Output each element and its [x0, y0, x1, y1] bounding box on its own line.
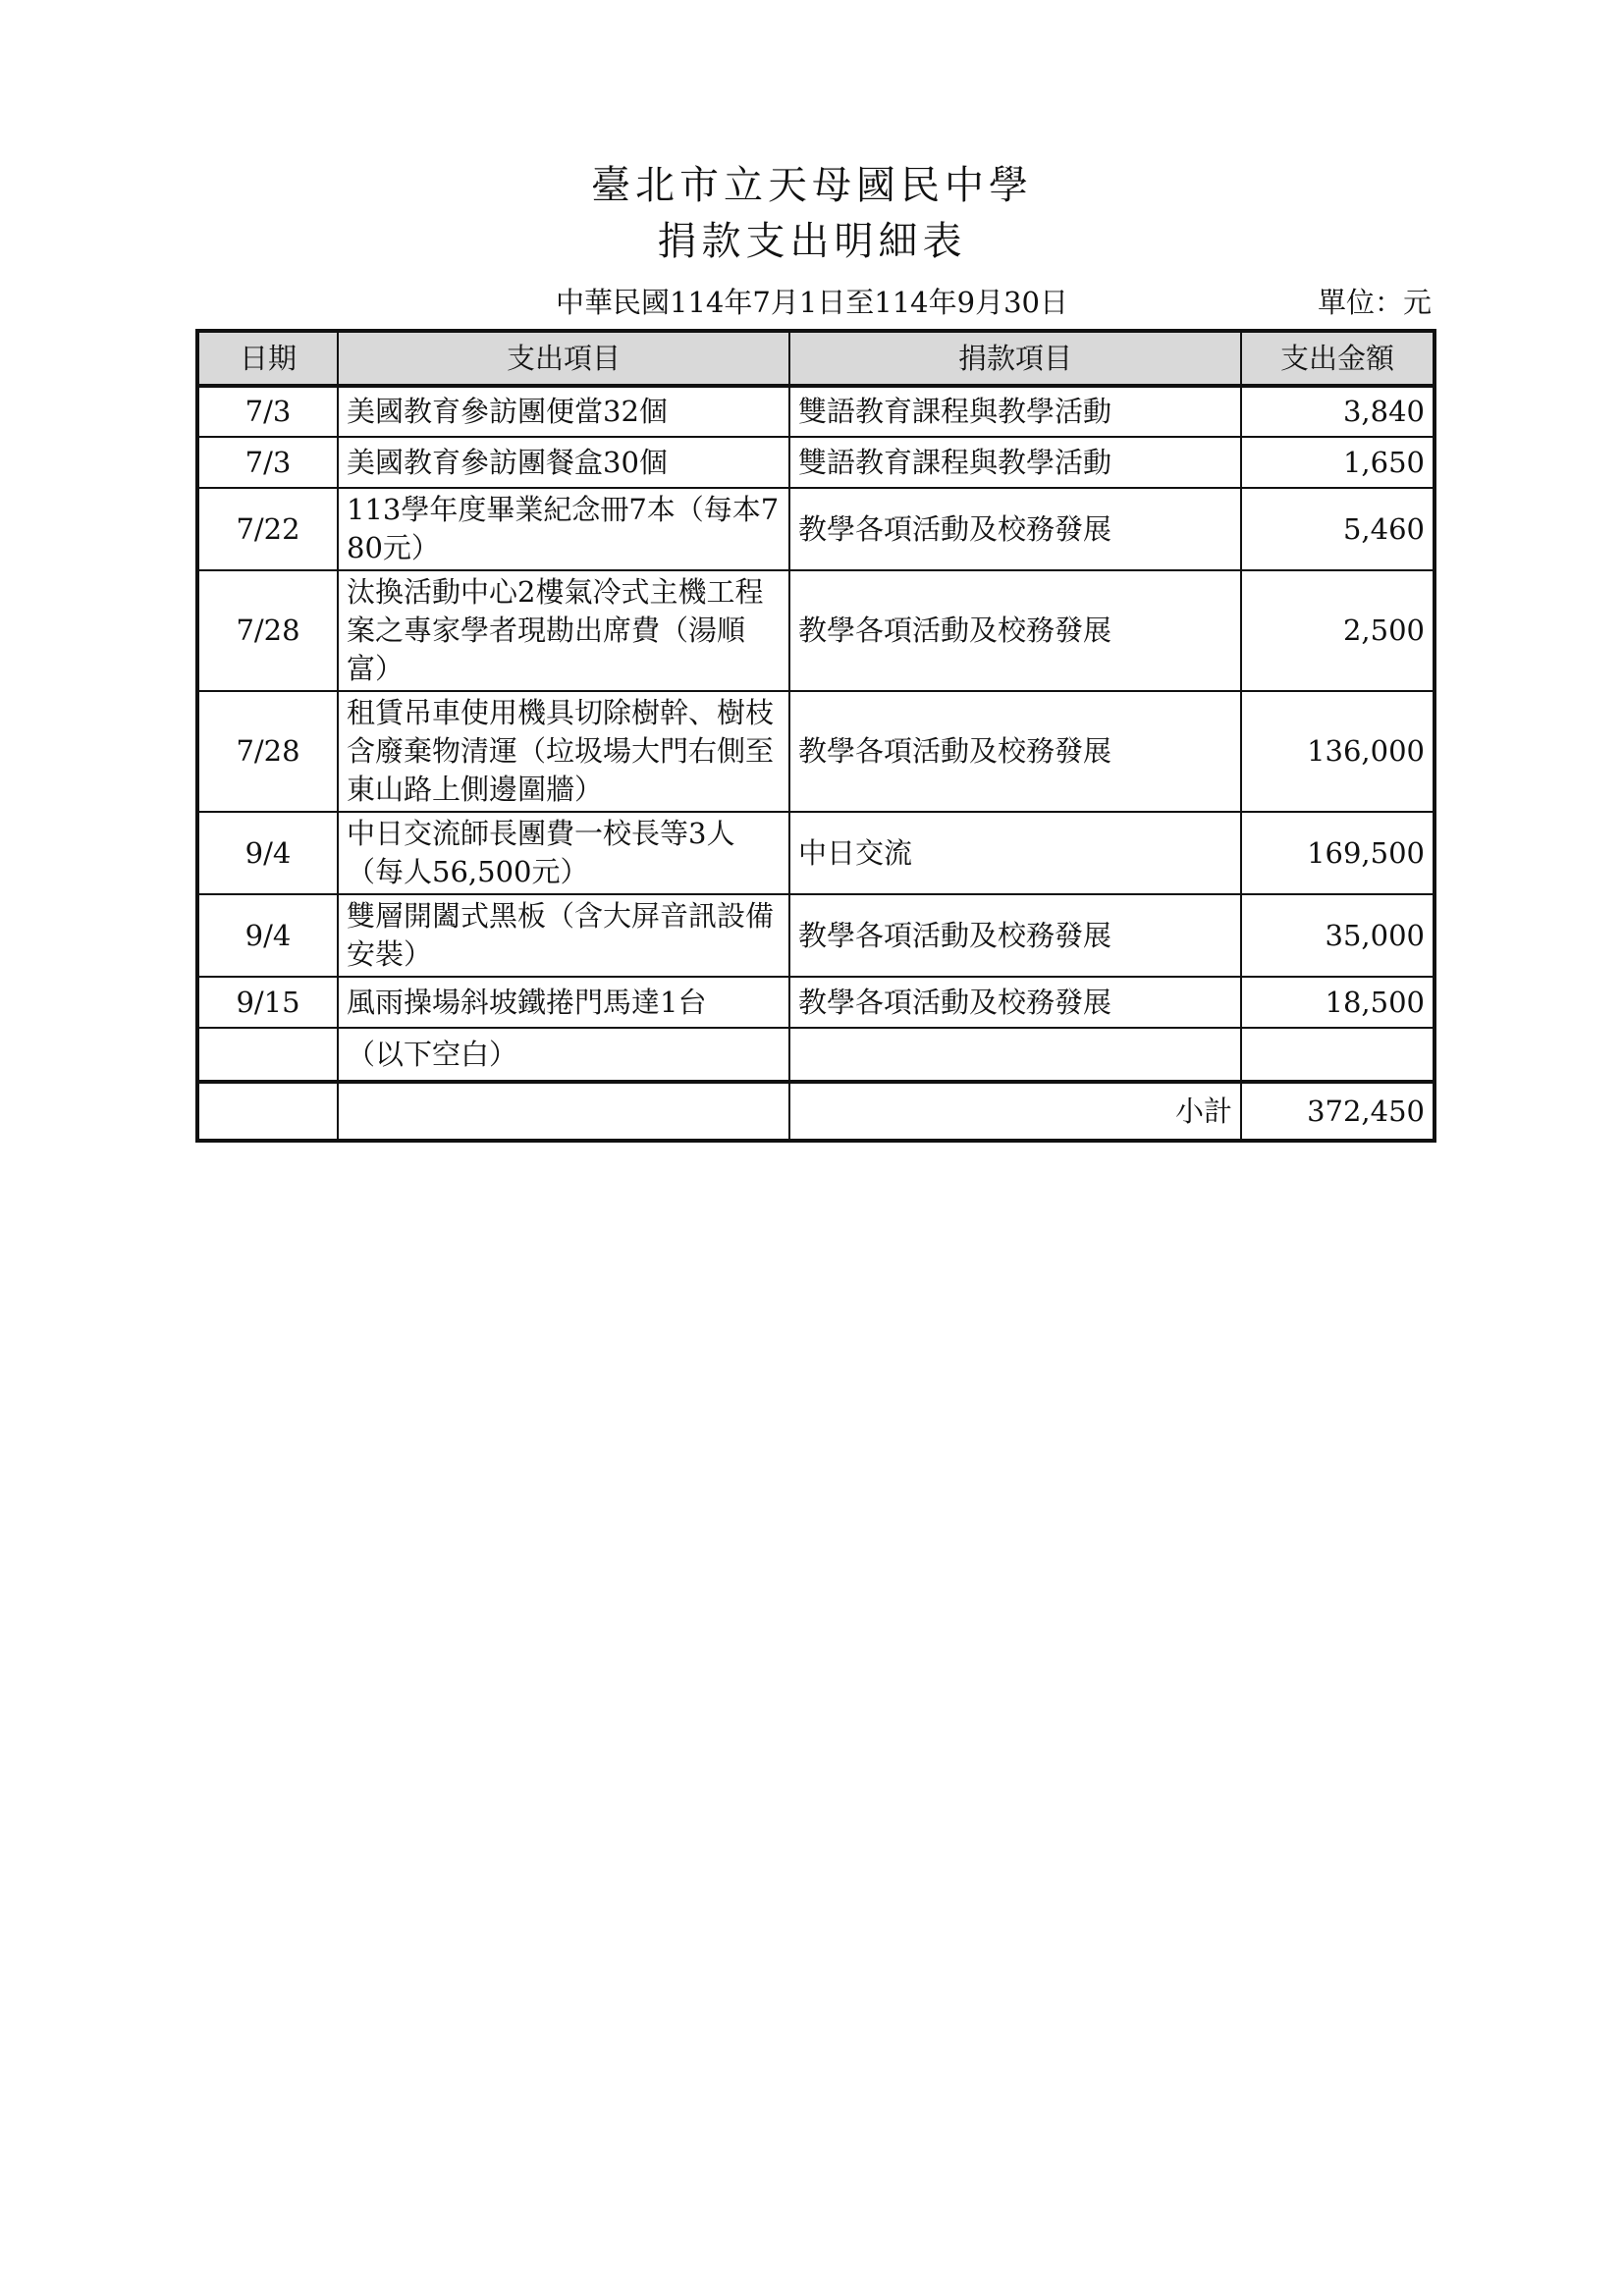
row-date: 9/15	[197, 977, 338, 1028]
row-amount: 1,650	[1241, 437, 1435, 488]
row-expense-item: 汰換活動中心2樓氣冷式主機工程案之專家學者現勘出席費（湯順富）	[338, 570, 789, 691]
row-date: 7/28	[197, 691, 338, 812]
empty-cell	[197, 1082, 338, 1141]
column-header-amount: 支出金額	[1241, 331, 1435, 386]
row-donation-category: 教學各項活動及校務發展	[789, 894, 1241, 977]
blank-note-row	[197, 1028, 1435, 1082]
row-amount: 2,500	[1241, 570, 1435, 691]
row-donation-category: 教學各項活動及校務發展	[789, 691, 1241, 812]
column-header-donation-category: 捐款項目	[789, 331, 1241, 386]
row-donation-category: 雙語教育課程與教學活動	[789, 386, 1241, 437]
row-donation-category: 教學各項活動及校務發展	[789, 488, 1241, 570]
row-date: 7/3	[197, 386, 338, 437]
row-date: 7/22	[197, 488, 338, 570]
table-row	[197, 894, 1435, 977]
table-row	[197, 812, 1435, 894]
row-donation-category: 雙語教育課程與教學活動	[789, 437, 1241, 488]
column-header-date: 日期	[197, 331, 338, 386]
table-row	[197, 570, 1435, 691]
row-donation-category: 教學各項活動及校務發展	[789, 570, 1241, 691]
row-amount: 18,500	[1241, 977, 1435, 1028]
row-amount: 169,500	[1241, 812, 1435, 894]
empty-cell	[197, 1028, 338, 1082]
table-row	[197, 386, 1435, 437]
document-title: 捐款支出明細表	[657, 219, 967, 264]
row-expense-item: 113學年度畢業紀念冊7本（每本780元）	[338, 488, 789, 570]
expense-table	[195, 329, 1436, 1143]
empty-cell	[1241, 1028, 1435, 1082]
table-row	[197, 691, 1435, 812]
row-amount: 5,460	[1241, 488, 1435, 570]
subtotal-row	[197, 1082, 1435, 1141]
subtotal-label: 小計	[789, 1082, 1241, 1141]
empty-cell	[338, 1082, 789, 1141]
row-expense-item: 租賃吊車使用機具切除樹幹、樹枝含廢棄物清運（垃圾場大門右側至東山路上側邊圍牆）	[338, 691, 789, 812]
empty-cell	[789, 1028, 1241, 1082]
row-expense-item: 美國教育參訪團便當32個	[338, 386, 789, 437]
row-expense-item: 美國教育參訪團餐盒30個	[338, 437, 789, 488]
row-date: 9/4	[197, 812, 338, 894]
row-expense-item: 中日交流師長團費一校長等3人（每人56,500元）	[338, 812, 789, 894]
table-row	[197, 977, 1435, 1028]
currency-unit: 單位：元	[1317, 286, 1432, 319]
row-expense-item: 風雨操場斜坡鐵捲門馬達1台	[338, 977, 789, 1028]
row-date: 7/3	[197, 437, 338, 488]
row-amount: 136,000	[1241, 691, 1435, 812]
row-donation-category: 中日交流	[789, 812, 1241, 894]
school-name: 臺北市立天母國民中學	[591, 163, 1033, 208]
row-amount: 3,840	[1241, 386, 1435, 437]
table-row	[197, 488, 1435, 570]
column-header-expense-item: 支出項目	[338, 331, 789, 386]
row-date: 9/4	[197, 894, 338, 977]
blank-note: （以下空白）	[338, 1028, 789, 1082]
row-expense-item: 雙層開闔式黑板（含大屏音訊設備安裝）	[338, 894, 789, 977]
table-header-row	[197, 331, 1435, 386]
subtotal-value: 372,450	[1241, 1082, 1435, 1141]
row-donation-category: 教學各項活動及校務發展	[789, 977, 1241, 1028]
table-row	[197, 437, 1435, 488]
row-amount: 35,000	[1241, 894, 1435, 977]
row-date: 7/28	[197, 570, 338, 691]
period-range: 中華民國114年7月1日至114年9月30日	[556, 286, 1068, 319]
